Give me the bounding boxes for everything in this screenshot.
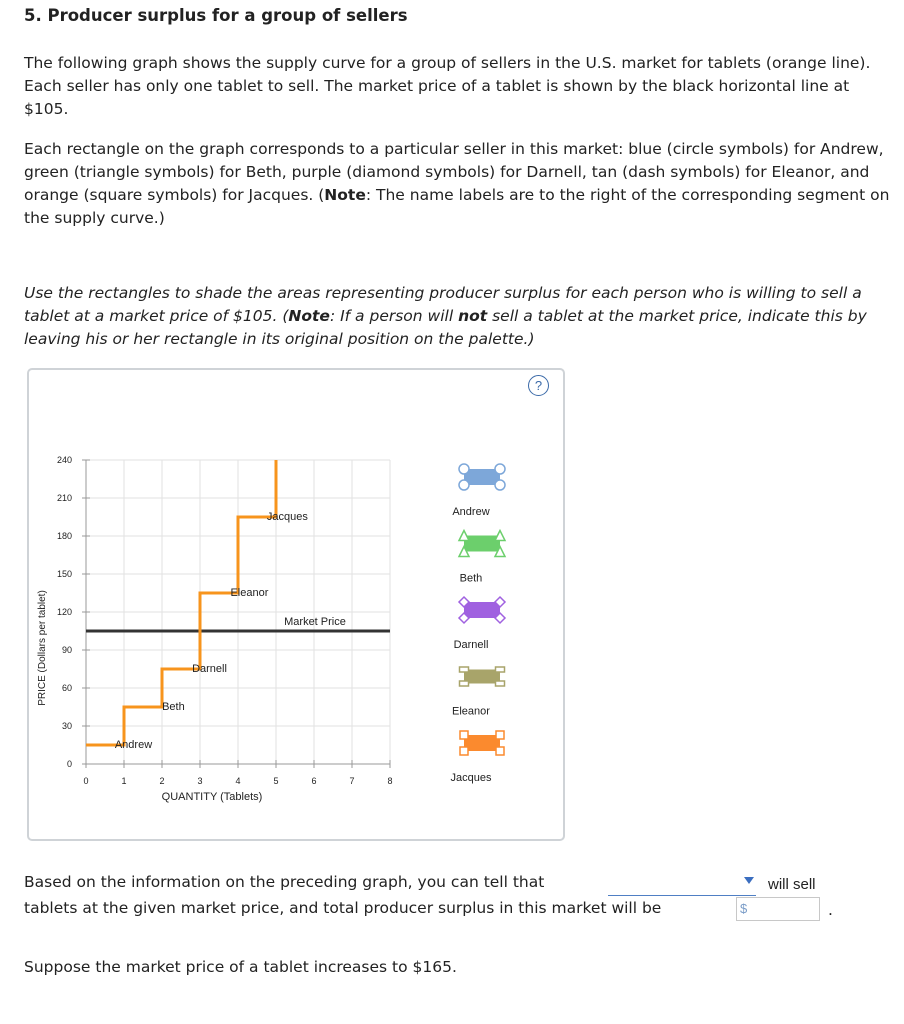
- circle-handle-icon: [459, 464, 469, 474]
- x-tick-label: 2: [159, 776, 165, 786]
- y-tick-label: 240: [56, 455, 72, 465]
- para3-text-b: : If a person will: [329, 307, 459, 325]
- seller-count-dropdown[interactable]: [608, 873, 756, 896]
- palette-rectangle-andrew[interactable]: [459, 464, 505, 490]
- dropdown-arrow-icon: [744, 877, 754, 884]
- market-price-label: Market Price: [284, 616, 346, 628]
- producer-surplus-input[interactable]: [736, 897, 820, 921]
- palette-rectangle-fill: [464, 536, 500, 552]
- segment-label-darnell: Darnell: [192, 663, 227, 675]
- axes: [82, 460, 390, 768]
- y-tick-label: 150: [56, 569, 72, 579]
- x-tick-label: 7: [349, 776, 355, 786]
- dash-handle-icon: [496, 667, 505, 672]
- palette-rectangle-eleanor[interactable]: [460, 667, 505, 686]
- sentence-period: .: [828, 901, 833, 919]
- para3-text-a: Use the rectangles to shade the areas representing producer surplus for each person who is willing to sell a tablet at a market price of $105. (: [24, 284, 862, 325]
- segment-label-beth: Beth: [162, 701, 185, 713]
- note-bold: Note: [288, 307, 330, 325]
- dash-handle-icon: [460, 681, 469, 686]
- square-handle-icon: [496, 731, 504, 739]
- palette-rectangle-darnell[interactable]: [459, 597, 505, 623]
- dash-handle-icon: [496, 681, 505, 686]
- x-tick-label: 4: [235, 776, 241, 786]
- x-tick-label: 8: [387, 776, 393, 786]
- will-sell-text: will sell: [768, 876, 816, 893]
- segment-label-eleanor: Eleanor: [230, 587, 269, 599]
- x-tick-label: 6: [311, 776, 317, 786]
- rectangle-palette: [451, 464, 505, 784]
- tick-labels: [37, 455, 393, 803]
- square-handle-icon: [460, 747, 468, 755]
- circle-handle-icon: [459, 480, 469, 490]
- palette-label-darnell: Darnell: [453, 639, 489, 651]
- x-axis-label: QUANTITY (Tablets): [161, 791, 263, 803]
- circle-handle-icon: [495, 464, 505, 474]
- segment-label-andrew: Andrew: [114, 739, 153, 751]
- palette-label-beth: Beth: [459, 572, 483, 585]
- circle-handle-icon: [495, 480, 505, 490]
- help-icon[interactable]: ?: [528, 375, 549, 396]
- palette-rectangle-jacques[interactable]: [460, 731, 504, 755]
- answer-sentence-start: Based on the information on the preceding graph, you can tell that: [24, 873, 545, 891]
- y-tick-label: 90: [61, 645, 72, 655]
- intro-paragraph: The following graph shows the supply curve for a group of sellers in the U.S. market for tablets (orange line). Each seller has only one tablet to sell. The market price of a tablet is shown by the black horizontal line at $105.: [24, 54, 871, 118]
- x-tick-label: 0: [83, 776, 89, 786]
- palette-rectangle-fill: [464, 670, 500, 684]
- y-tick-label: 180: [56, 531, 72, 541]
- dash-handle-icon: [460, 667, 469, 672]
- note-bold: Note: [324, 186, 366, 204]
- x-tick-label: 5: [273, 776, 279, 786]
- y-tick-label: 60: [61, 683, 72, 693]
- palette-rectangle-beth[interactable]: [459, 531, 505, 557]
- square-handle-icon: [496, 747, 504, 755]
- currency-symbol: $: [740, 901, 748, 916]
- grid-lines: [86, 460, 390, 764]
- x-tick-label: 3: [197, 776, 203, 786]
- palette-rectangle-fill: [464, 602, 500, 618]
- palette-label-jacques: Jacques: [450, 772, 492, 784]
- followup-paragraph: Suppose the market price of a tablet increases to $165.: [24, 958, 457, 976]
- y-tick-label: 210: [56, 493, 72, 503]
- not-bold: not: [458, 307, 488, 325]
- y-tick-label: 120: [56, 607, 72, 617]
- para2-text-a: Each rectangle on the graph corresponds to a particular seller in this market: blue (circle symbols) for Andrew, green (triangle symbols) for Beth, purple (diamond symbols) for Darnell, tan (dash symbols) for Eleanor, and orange (square symbols) for Jacques. (: [24, 140, 884, 204]
- x-tick-label: 1: [121, 776, 127, 786]
- question-title: 5. Producer surplus for a group of sellers: [24, 6, 408, 25]
- y-axis-label: PRICE (Dollars per tablet): [37, 590, 48, 706]
- square-handle-icon: [460, 731, 468, 739]
- palette-label-andrew: Andrew: [452, 506, 490, 518]
- answer-sentence-end: tablets at the given market price, and total producer surplus in this market will be: [24, 899, 662, 917]
- y-tick-label: 30: [61, 721, 72, 731]
- palette-rectangle-fill: [464, 735, 500, 751]
- palette-rectangle-fill: [464, 469, 500, 485]
- segment-label-jacques: Jacques: [266, 511, 308, 523]
- para2-text-b: : The name labels are to the right of the corresponding segment on the supply curve.): [24, 186, 890, 227]
- y-tick-label: 0: [66, 759, 72, 769]
- palette-label-eleanor: Eleanor: [452, 705, 490, 718]
- para3-text-c: sell a tablet at the market price, indicate this by leaving his or her rectangle in its original position on the palette.): [24, 307, 867, 348]
